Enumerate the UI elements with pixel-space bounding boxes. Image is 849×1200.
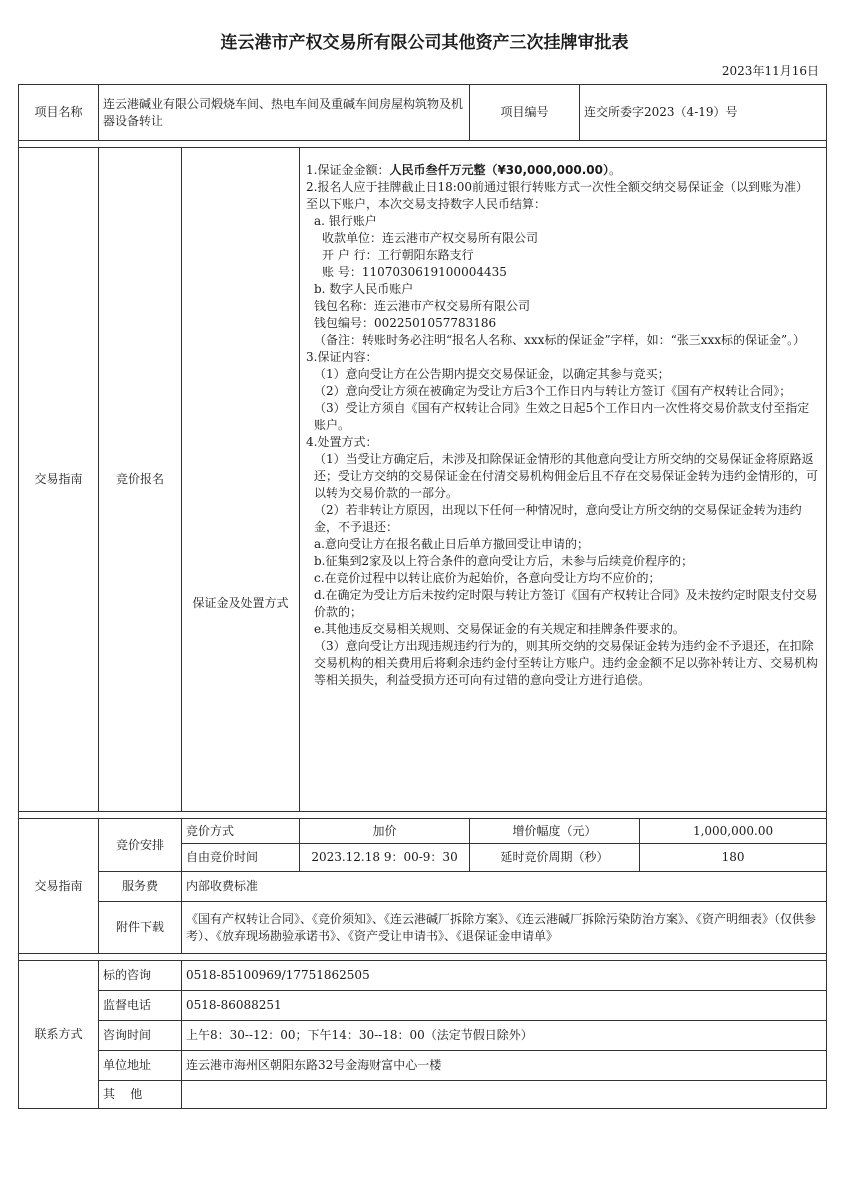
attachments-value: 《国有产权转让合同》、《竞价须知》、《连云港碱厂拆除方案》、《连云港碱厂拆除污染防治方案》、《资产明细表》（仅供参考）、《放弃现场勘验承诺书》、《资产受让申请书》、《退保证金申请单》 — [182, 902, 827, 954]
deposit-line-text: 钱包名称：连云港市产权交易所有限公司 — [314, 299, 531, 313]
other-label: 其 他 — [99, 1081, 182, 1109]
deposit-line-text: 收款单位：连云港市产权交易所有限公司 — [322, 231, 539, 245]
deposit-line-text: 2.报名人应于挂牌截止日18:00前通过银行转账方式一次性全额交纳交易保证金（以到账为准）至以下账户，本次交易支持数字人民币结算： — [306, 180, 809, 211]
bidding-registration-label: 竞价报名 — [99, 148, 182, 812]
free-bidding-time-label: 自由竞价时间 — [182, 844, 300, 872]
deposit-line — [306, 332, 820, 349]
deposit-line-text: a.意向受让方在报名截止日后单方撤回受让申请的； — [314, 537, 589, 551]
delay-period-value: 180 — [640, 844, 827, 872]
deposit-line-text: （2）若非转让方原因，出现以下任何一种情况时，意向受让方所交纳的交易保证金转为违约金，不予退还： — [314, 503, 802, 534]
project-name-label: 项目名称 — [19, 85, 99, 141]
increment-label: 增价幅度（元） — [470, 819, 640, 844]
approval-table — [18, 84, 827, 1109]
deposit-line-text: （3）意向受让方出现违规违约行为的，则其所交纳的交易保证金转为违约金不予退还，在扣除交易机构的相关费用后将剩余违约金付至转让方账户。违约金金额不足以弥补转让方、交易机构等相关损失，利益受损方还可向有过错的意向受让方进行追偿。 — [314, 639, 819, 687]
deposit-line — [306, 366, 820, 383]
project-code-value: 连交所委字2023（4-19）号 — [580, 85, 827, 141]
attachments-label: 附件下载 — [99, 902, 182, 954]
deposit-line — [306, 247, 820, 264]
project-code-label: 项目编号 — [470, 85, 580, 141]
document-date: 2023年11月16日 — [721, 64, 819, 78]
deposit-line — [306, 349, 820, 366]
deposit-line — [306, 315, 820, 332]
deposit-line-text: a. 银行账户 — [314, 214, 377, 228]
consult-label: 标的咨询 — [99, 961, 182, 991]
service-fee-value: 内部收费标准 — [182, 872, 827, 902]
deposit-line-text: d.在确定为受让方后未按约定时限与转让方签订《国有产权转让合同》及未按约定时限支付交易价款的； — [314, 588, 818, 619]
deposit-line — [306, 264, 820, 281]
deposit-line-text: 3.保证内容： — [306, 350, 378, 364]
deposit-line-text: 开 户 行：工行朝阳东路支行 — [322, 248, 474, 262]
address-label: 单位地址 — [99, 1051, 182, 1081]
deposit-line-text: 钱包编号：0022501057783186 — [314, 316, 497, 330]
deposit-line — [306, 621, 820, 638]
deposit-line-text: b. 数字人民币账户 — [314, 282, 414, 296]
deposit-line — [306, 570, 820, 587]
deposit-line-text: （1）当受让方确定后，未涉及扣除保证金情形的其他意向受让方所交纳的交易保证金将原路返还；受让方交纳的交易保证金在付清交易机构佣金后且不存在交易保证金转为违约金情形的，可以转为交易价款的一部分。 — [314, 452, 819, 500]
deposit-line — [306, 400, 820, 434]
bidding-arrangement-label: 竞价安排 — [99, 819, 182, 872]
hours-value: 上午8：30--12：00；下午14：30--18：00（法定节假日除外） — [182, 1021, 827, 1051]
deposit-line-text: 1.保证金金额： — [306, 163, 390, 177]
deposit-line-text: （备注：转账时务必注明“报名人名称、xxx标的保证金”字样，如：“张三xxx标的保证金”。） — [314, 333, 806, 347]
deposit-line-text: c.在竞价过程中以转让底价为起始价，各意向受让方均不应价的； — [314, 571, 661, 585]
service-fee-label: 服务费 — [99, 872, 182, 902]
deposit-line — [306, 553, 820, 570]
deposit-line — [306, 434, 820, 451]
deposit-line-text: （2）意向受让方须在被确定为受让方后3个工作日内与转让方签订《国有产权转让合同》； — [314, 384, 792, 398]
deposit-line — [306, 213, 820, 230]
deposit-line-text: （1）意向受让方在公告期内提交交易保证金，以确定其参与竞买； — [314, 367, 670, 381]
bidding-method-value: 加价 — [300, 819, 470, 844]
guide2-section-label: 交易指南 — [19, 819, 99, 954]
deposit-line-text: e.其他违反交易相关规则、交易保证金的有关规定和挂牌条件要求的。 — [314, 622, 685, 636]
deposit-line — [306, 587, 820, 621]
guide-section-label: 交易指南 — [19, 148, 99, 812]
deposit-line-text: 账 号：1107030619100004435 — [322, 265, 507, 279]
project-name-value: 连云港碱业有限公司煅烧车间、热电车间及重碱车间房屋构筑物及机器设备转让 — [99, 85, 470, 141]
deposit-line — [306, 281, 820, 298]
free-bidding-time-value: 2023.12.18 9：00-9：30 — [300, 844, 470, 872]
deposit-details — [300, 148, 827, 812]
increment-value: 1,000,000.00 — [640, 819, 827, 844]
delay-period-label: 延时竞价周期（秒） — [470, 844, 640, 872]
hours-label: 咨询时间 — [99, 1021, 182, 1051]
supervise-value: 0518-86088251 — [182, 991, 827, 1021]
deposit-line — [306, 638, 820, 689]
supervise-label: 监督电话 — [99, 991, 182, 1021]
consult-value: 0518-85100969/17751862505 — [182, 961, 827, 991]
deposit-line — [306, 298, 820, 315]
address-value: 连云港市海州区朝阳东路32号金海财富中心一楼 — [182, 1051, 827, 1081]
deposit-details-lines — [306, 162, 820, 689]
deposit-amount: 人民币叁仟万元整（¥30,000,000.00） — [389, 163, 609, 177]
deposit-line — [306, 383, 820, 400]
deposit-label: 保证金及处置方式 — [182, 148, 300, 812]
deposit-line-end: 。 — [608, 163, 621, 177]
deposit-line — [306, 230, 820, 247]
deposit-line — [306, 502, 820, 536]
deposit-line — [306, 179, 820, 213]
contact-section-label: 联系方式 — [19, 961, 99, 1109]
deposit-line — [306, 536, 820, 553]
deposit-line — [306, 451, 820, 502]
deposit-line-text: b.征集到2家及以上符合条件的意向受让方后，未参与后续竞价程序的； — [314, 554, 694, 568]
bidding-method-label: 竞价方式 — [182, 819, 300, 844]
deposit-line-text: 4.处置方式： — [306, 435, 378, 449]
other-value — [182, 1081, 827, 1109]
deposit-line — [306, 162, 820, 179]
deposit-line-text: （3）受让方须自《国有产权转让合同》生效之日起5个工作日内一次性将交易价款支付至指定账户。 — [314, 401, 810, 432]
document-title: 连云港市产权交易所有限公司其他资产三次挂牌审批表 — [220, 33, 629, 53]
